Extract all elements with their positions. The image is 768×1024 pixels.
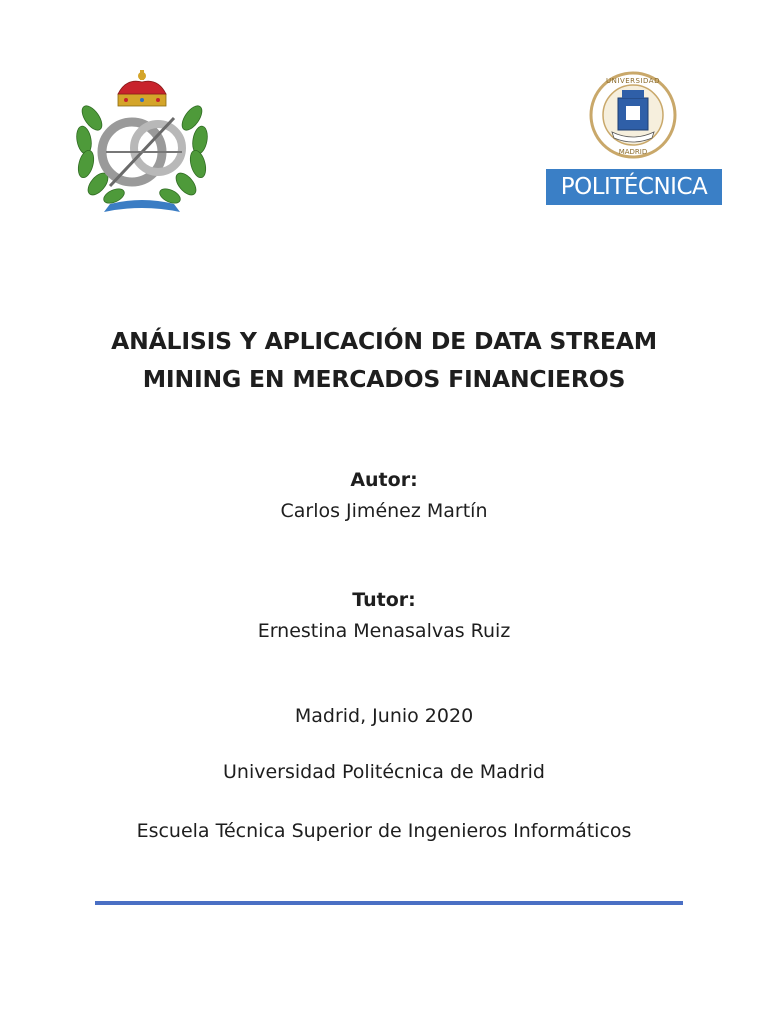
author-name: Carlos Jiménez Martín <box>280 500 488 522</box>
author-label: Autor: <box>350 469 418 491</box>
upm-seal-icon <box>588 70 678 160</box>
svg-text:UNIVERSIDAD: UNIVERSIDAD <box>606 77 660 85</box>
footer-divider <box>95 901 683 905</box>
university-name: Universidad Politécnica de Madrid <box>223 761 545 783</box>
thesis-title <box>0 322 768 398</box>
thesis-title-line-1: ANÁLISIS Y APLICACIÓN DE DATA STREAM <box>111 327 657 355</box>
svg-text:MADRID: MADRID <box>618 148 648 156</box>
tutor-block <box>0 584 768 646</box>
tutor-label: Tutor: <box>352 589 416 611</box>
thesis-title-line-2: MINING EN MERCADOS FINANCIEROS <box>142 365 626 393</box>
upm-banner: POLITÉCNICA <box>546 169 722 205</box>
author-block <box>0 464 768 526</box>
tutor-name: Ernestina Menasalvas Ruiz <box>257 620 511 642</box>
place-date: Madrid, Junio 2020 <box>294 705 474 727</box>
upm-logo <box>540 66 724 214</box>
etsiinf-crest-icon <box>70 68 214 216</box>
school-name: Escuela Técnica Superior de Ingenieros Informáticos <box>136 820 632 842</box>
